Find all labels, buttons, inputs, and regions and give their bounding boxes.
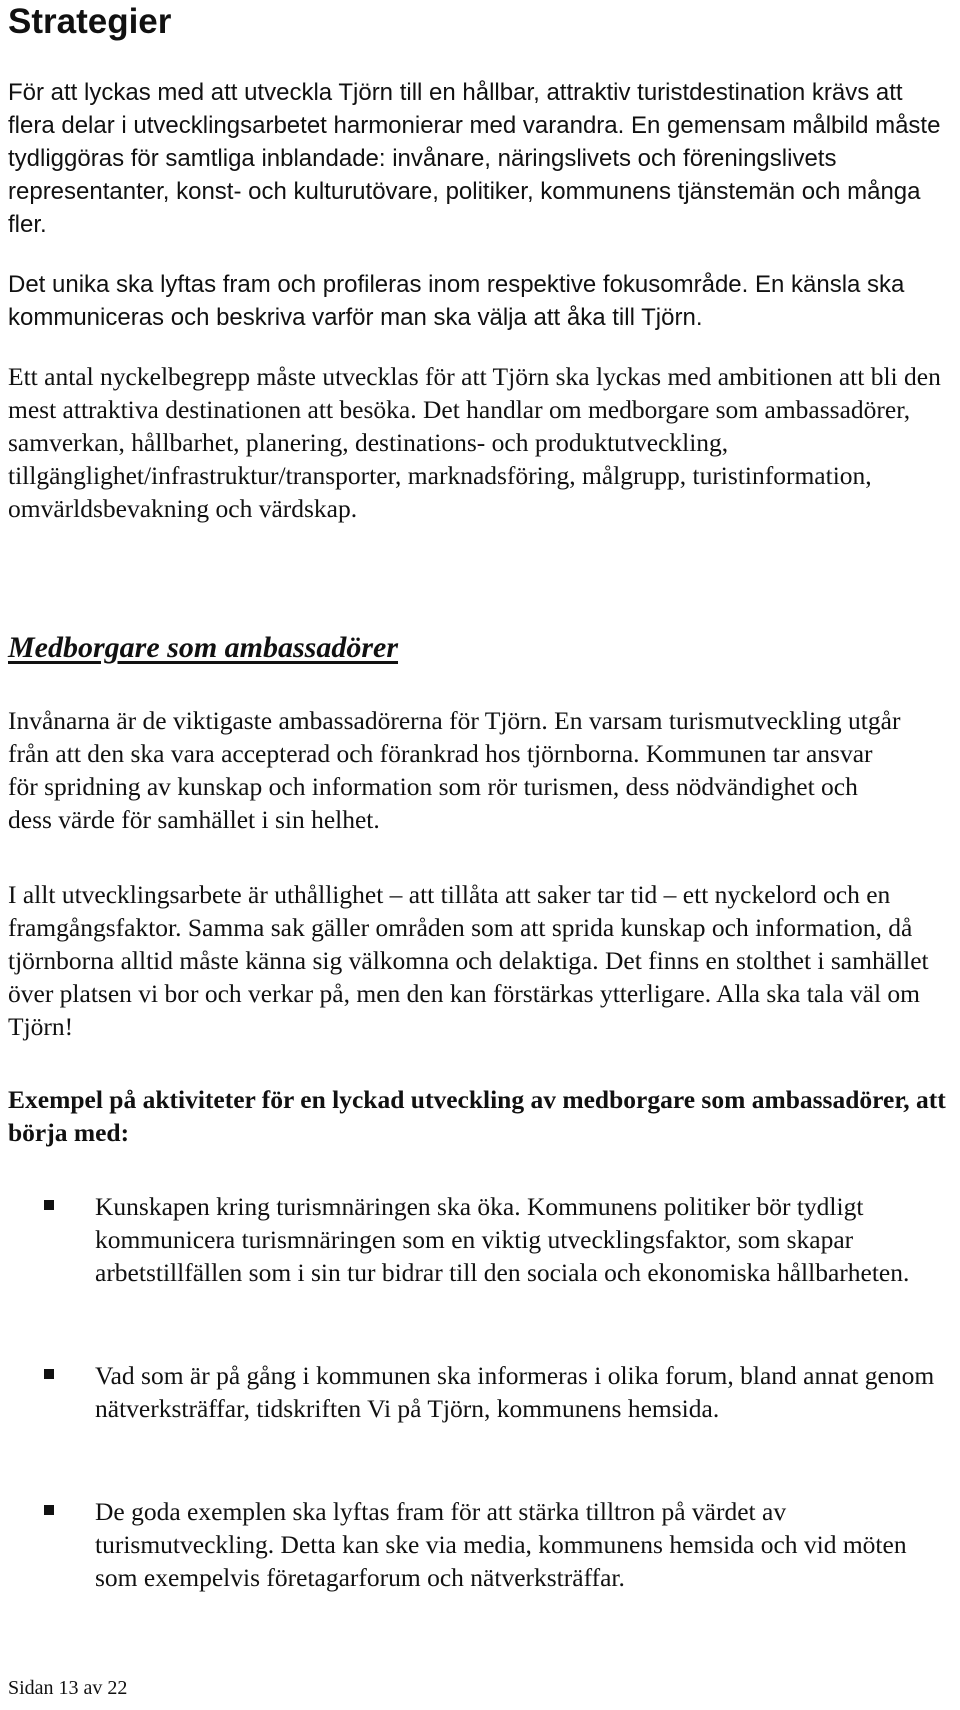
section-heading: Medborgare som ambassadörer <box>8 631 399 664</box>
intro-paragraph-2: Det unika ska lyftas fram och profileras inom respektive fokusområde. En känsla ska kommuniceras och beskriva varför man ska välja att åka till Tjörn. <box>8 271 905 331</box>
square-bullet-icon <box>44 1369 54 1379</box>
section-paragraph-2: I allt utvecklingsarbete är uthållighet – att tillåta att saker tar tid – ett nyckelord och en framgångsfaktor. Samma sak gäller områden som att sprida kunskap och information, då tjörnborna alltid måste känna sig välkomna och delaktiga. Det finns en stolthet i samhället över platsen vi bor och verkar på, men den kan förstärkas ytterligare. Alla ska tala väl om Tjörn! <box>8 880 929 1041</box>
intro-paragraph-1: För att lyckas med att utveckla Tjörn till en hållbar, attraktiv turistdestination krävs att flera delar i utvecklingsarbetet harmonierar med varandra. En gemensam målbild måste tydliggöras för samtliga inblandade: invånare, näringslivets och föreningslivets representanter, konst- och kulturutövare, politiker, kommunens tjänstemän och många fler. <box>8 79 941 238</box>
square-bullet-icon <box>44 1505 54 1515</box>
examples-heading: Exempel på aktiviteter för en lyckad utveckling av medborgare som ambassadörer, att börja med: <box>8 1085 946 1147</box>
intro-paragraph-3: Ett antal nyckelbegrepp måste utvecklas för att Tjörn ska lyckas med ambitionen att bli den mest attraktiva destinationen att besöka. Det handlar om medborgare som ambassadörer, samverkan, hållbarhet, planering, destinations- och produktutveckling, tillgänglighet/infrastruktur/transporter, marknadsföring, målgrupp, turistinformation, omvärldsbevakning och värdskap. <box>8 362 941 523</box>
document-page <box>8 0 952 1710</box>
page-number: Sidan 13 av 22 <box>8 1677 128 1699</box>
square-bullet-icon <box>44 1200 54 1210</box>
list-item-text: De goda exemplen ska lyftas fram för att stärka tilltron på värdet av turismutveckling. Detta kan ske via media, kommunens hemsida och vid möten som exempelvis företagarforum och nätverksträffar. <box>95 1497 907 1592</box>
section-paragraph-1: Invånarna är de viktigaste ambassadörerna för Tjörn. En varsam turismutveckling utgår från att den ska vara accepterad och förankrad hos tjörnborna. Kommunen tar ansvar för spridning av kunskap och information som rör turismen, dess nödvändighet och dess värde för samhället i sin helhet. <box>8 706 901 834</box>
list-item-text: Vad som är på gång i kommunen ska informeras i olika forum, bland annat genom nätverksträffar, tidskriften Vi på Tjörn, kommunens hemsida. <box>95 1361 935 1423</box>
page-title: Strategier <box>8 2 172 41</box>
list-item-text: Kunskapen kring turismnäringen ska öka. Kommunens politiker bör tydligt kommunicera turismnäringen som en viktig utvecklingsfaktor, som skapar arbetstillfällen som i sin tur bidrar till den sociala och ekonomiska hållbarheten. <box>95 1192 910 1287</box>
